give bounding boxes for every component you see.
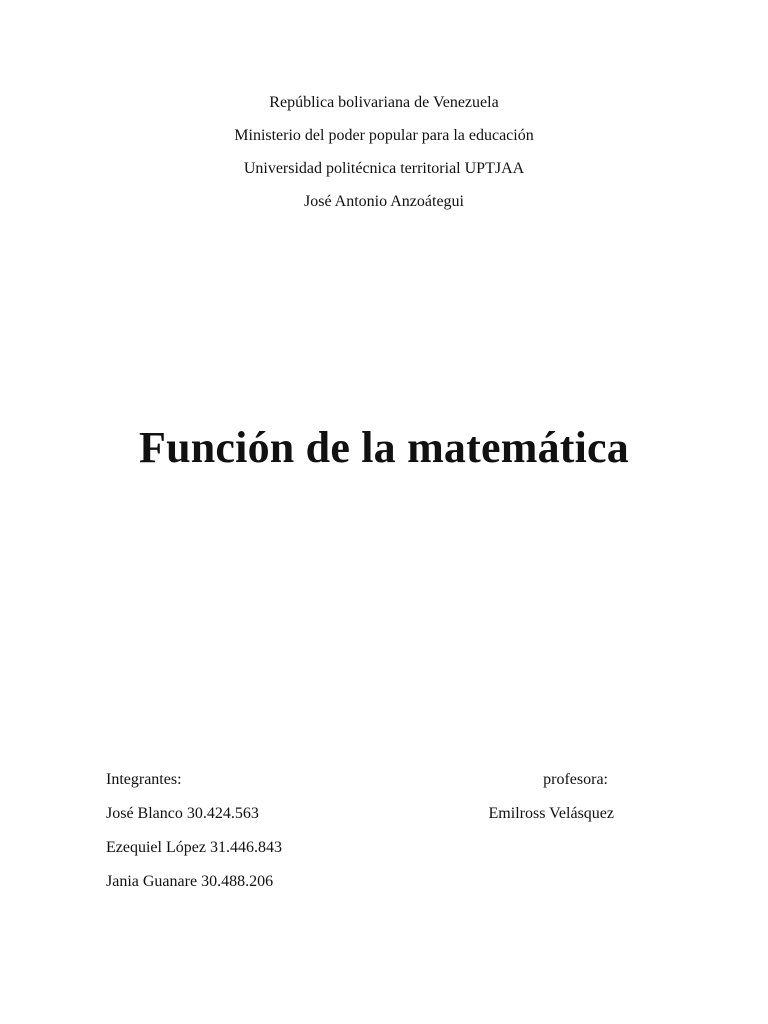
header-line-campus: José Antonio Anzoátegui [304, 193, 464, 210]
teacher-block [489, 764, 614, 832]
members-block [106, 764, 282, 900]
header-line-ministry: Ministerio del poder popular para la educación [234, 127, 534, 144]
member-1: José Blanco 30.424.563 [106, 805, 259, 822]
document-title: Función de la matemática [139, 423, 629, 472]
teacher-label: profesora: [543, 771, 608, 788]
header-line-university: Universidad politécnica territorial UPTJAA [243, 160, 525, 177]
member-2: Ezequiel López 31.446.843 [106, 839, 282, 856]
teacher-name: Emilross Velásquez [488, 805, 614, 822]
header-line-country: República bolivariana de Venezuela [269, 94, 499, 111]
members-label: Integrantes: [106, 771, 182, 788]
institution-header [0, 90, 768, 222]
member-3: Jania Guanare 30.488.206 [106, 873, 274, 890]
